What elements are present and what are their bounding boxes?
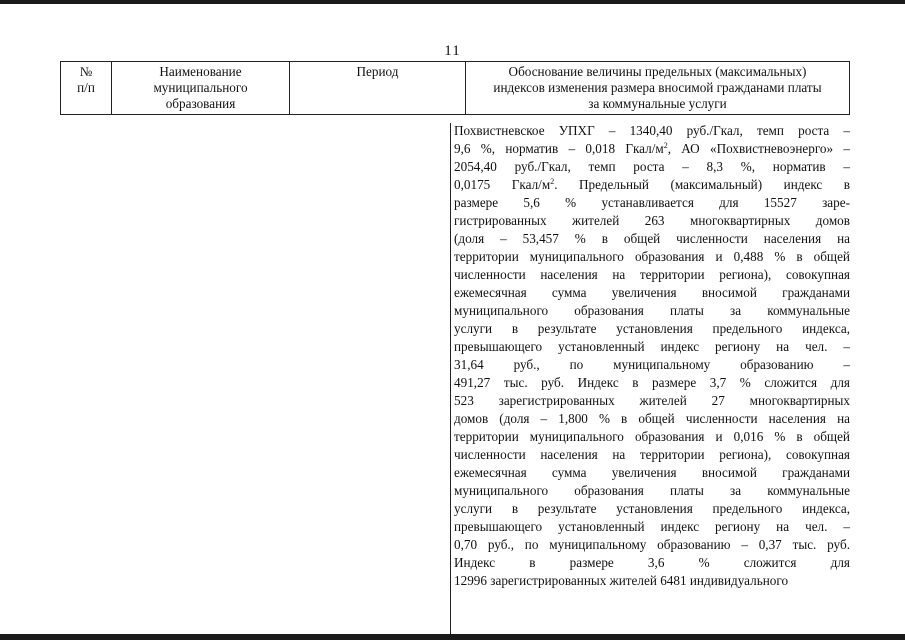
text-line: домов (доля – 1,800 % в общей численности населения на	[454, 411, 850, 426]
superscript: 2	[550, 177, 555, 186]
text-line: ежемесячная сумма увеличения вносимой гражданами	[454, 465, 850, 480]
text-line: 12996 зарегистрированных жителей 6481 индивидуального	[454, 573, 789, 588]
header-basis: Обоснование величины предельных (максимальных) индексов изменения размера вносимой гражданами платы за коммунальные услуги	[466, 62, 850, 115]
text-line: муниципального образования платы за коммунальные	[454, 303, 850, 318]
table-header	[60, 61, 850, 115]
text-line: 491,27 тыс. руб. Индекс в размере 3,7 % сложится для	[454, 375, 850, 390]
text-line: ежемесячная сумма увеличения вносимой гражданами	[454, 285, 850, 300]
text-line: территории муниципального образования и 0,488 % в общей	[454, 249, 850, 264]
text-line: 31,64 руб., по муниципальному образованию –	[454, 357, 850, 372]
text-line: размере 5,6 % устанавливается для 15527 заре-	[454, 195, 850, 210]
text-line: 523 зарегистрированных жителей 27 многоквартирных	[454, 393, 850, 408]
text-line: превышающего установленный индекс регионy на чел. –	[454, 519, 850, 534]
text-line: численности населения на территории региона), совокупная	[454, 447, 850, 462]
text-line: 9,6 %, норматив – 0,018 Гкал/$м^2$, АО «Похвистневоэнерго» –	[454, 141, 850, 156]
text-line: численности населения на территории региона), совокупная	[454, 267, 850, 282]
text-line: 0,70 руб., по муниципальному образованию – 0,37 тыс. руб.	[454, 537, 850, 552]
header-municipality: Наименование муниципального образования	[112, 62, 290, 115]
text-line: услуги в результате установления предельного индекса,	[454, 501, 850, 516]
header-period: Период	[290, 62, 466, 115]
scan-bottom-edge	[0, 634, 905, 640]
text-line: услуги в результате установления предельного индекса,	[454, 321, 850, 336]
header-number: № п/п	[61, 62, 112, 115]
text-line: Индекс в размере 3,6 % сложится для	[454, 555, 850, 570]
text-line: (доля – 53,457 % в общей численности населения на	[454, 231, 850, 246]
text-line: территории муниципального образования и 0,016 % в общей	[454, 429, 850, 444]
text-line: Похвистневское УПХГ – 1340,40 руб./Гкал, темп роста –	[454, 123, 850, 138]
superscript: 2	[663, 141, 668, 150]
text-line: муниципального образования платы за коммунальные	[454, 483, 850, 498]
text-line: гистрированных жителей 263 многоквартирных домов	[454, 213, 850, 228]
column-divider	[450, 123, 451, 638]
text-line: 2054,40 руб./Гкал, темп роста – 8,3 %, норматив –	[454, 159, 850, 174]
page-number: 11	[444, 43, 461, 59]
text-line: превышающего установленный индекс регионy на чел. –	[454, 339, 850, 354]
text-line: 0,0175 Гкал/$м^2$. Предельный (максимальный) индекс в	[454, 177, 850, 192]
basis-text-cell	[454, 122, 850, 590]
scan-top-edge	[0, 0, 905, 4]
